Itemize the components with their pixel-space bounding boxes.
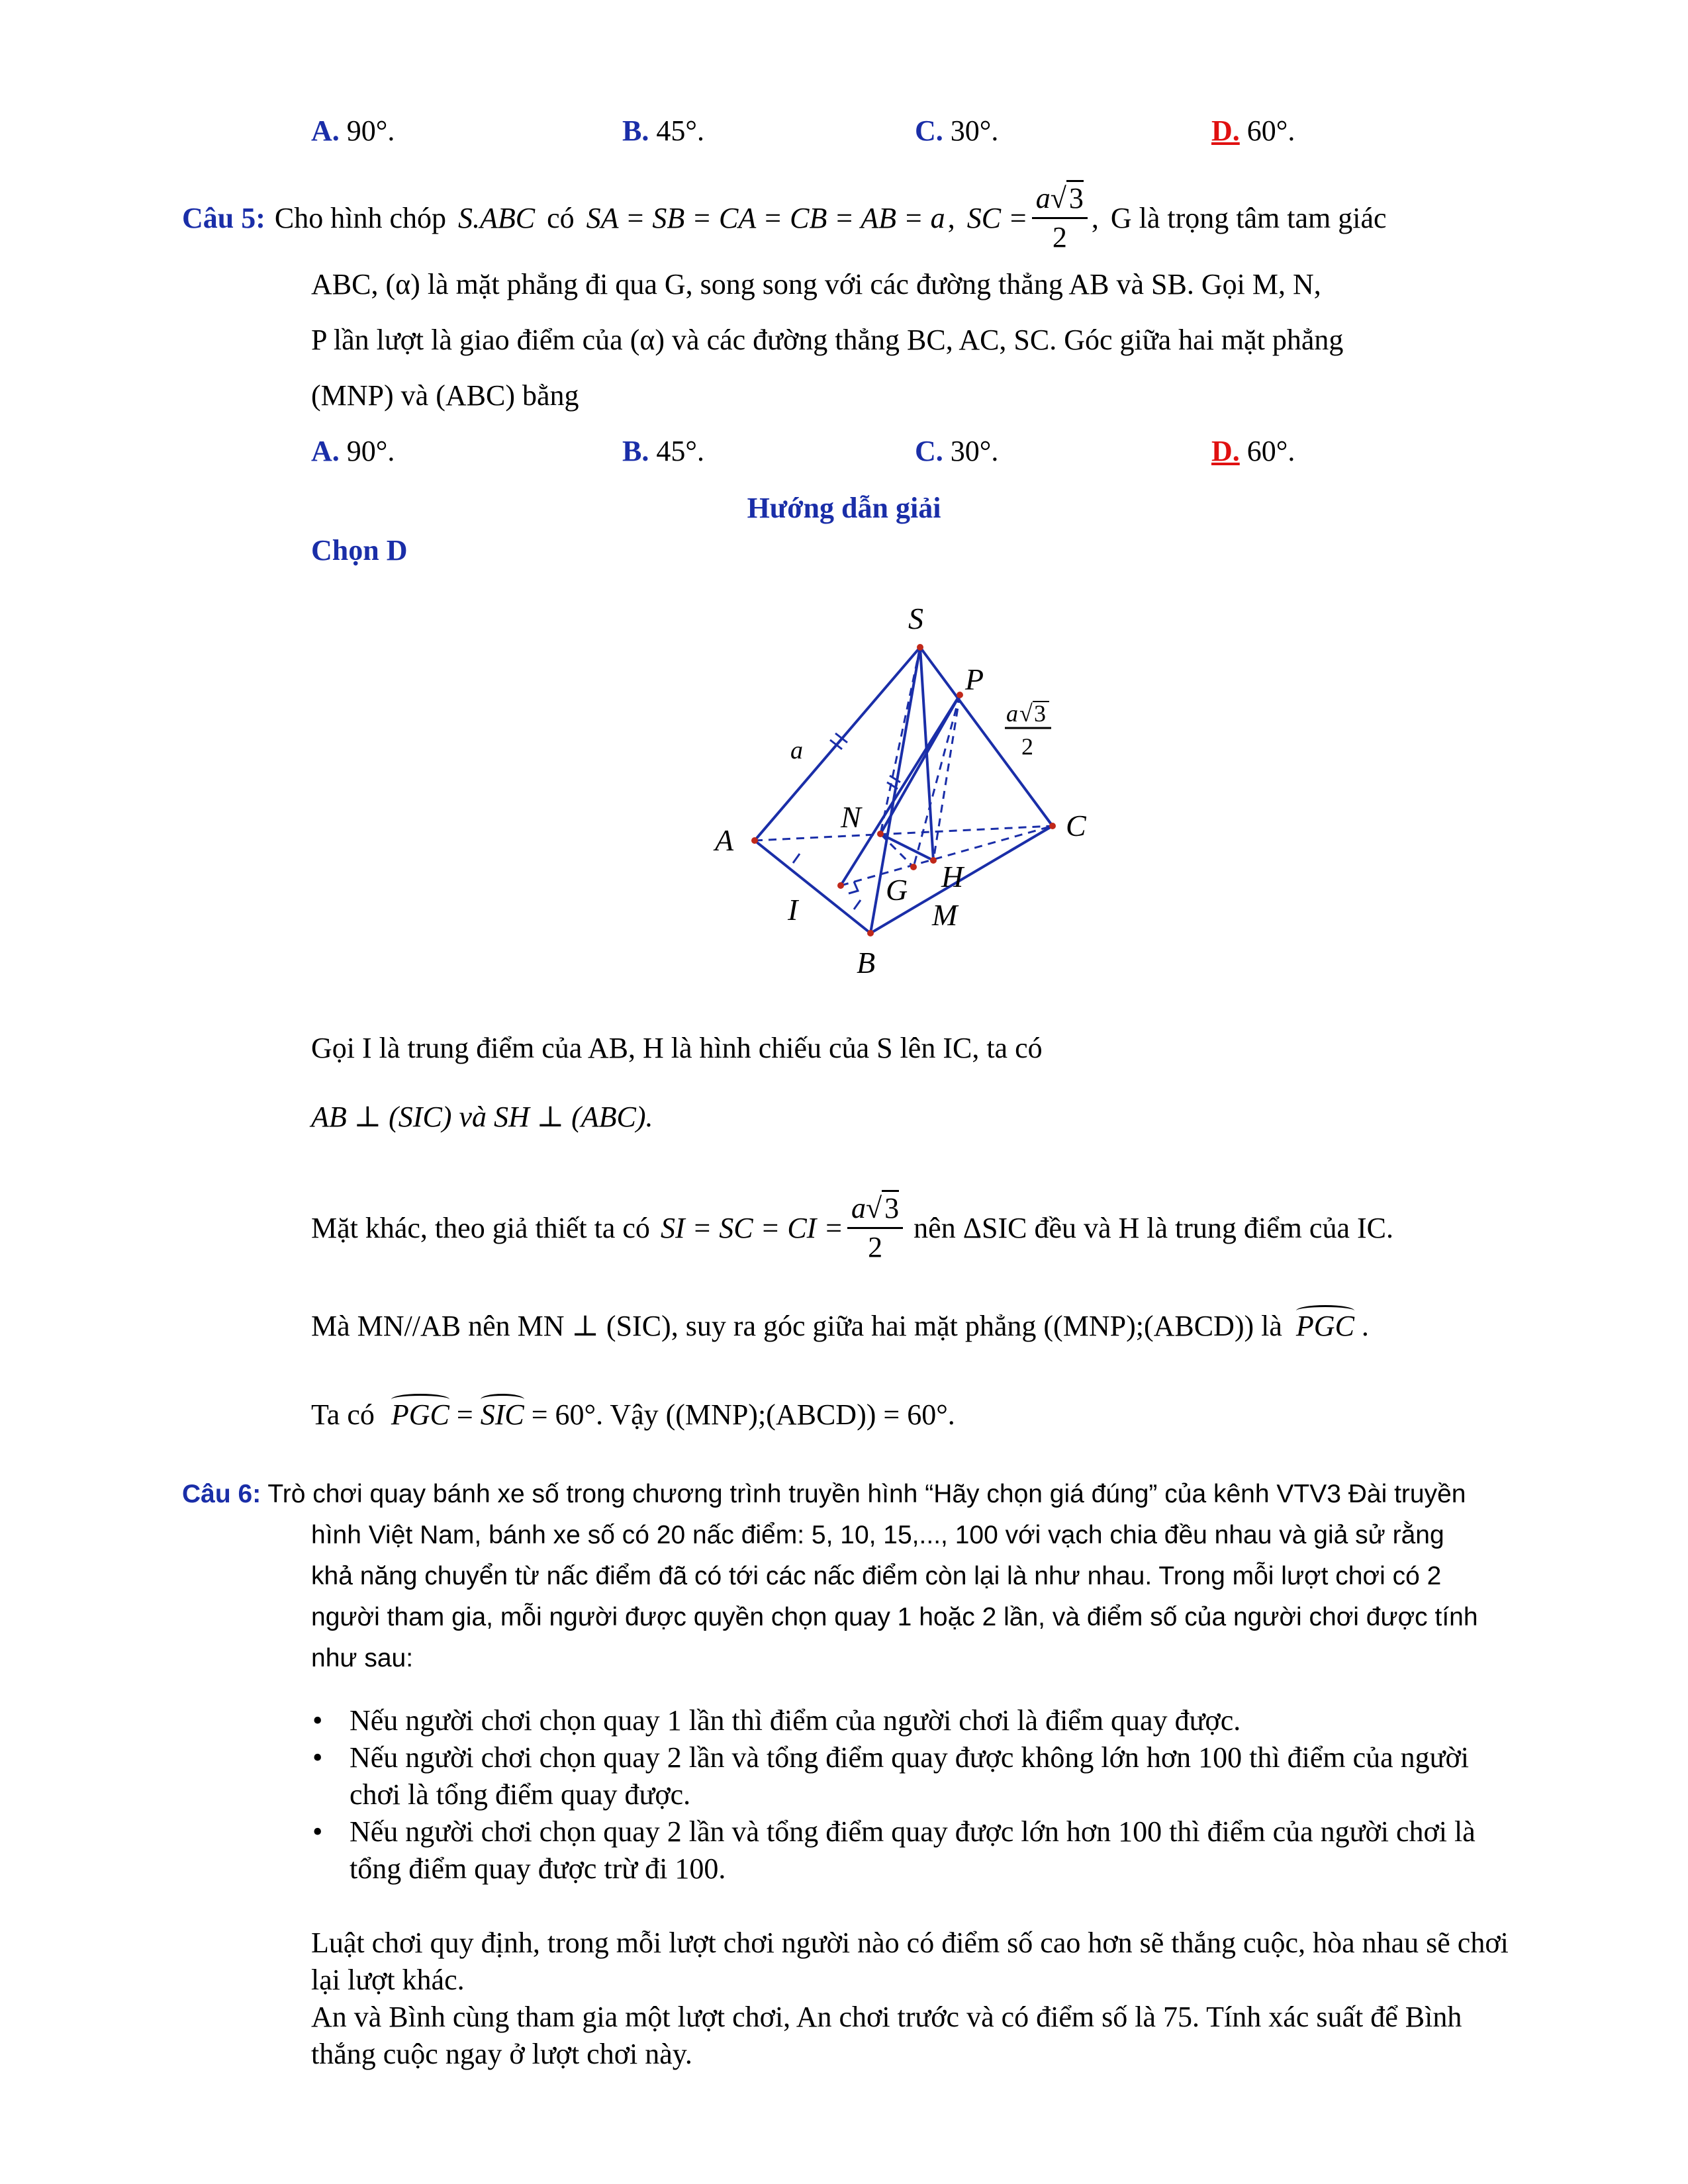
q5-line4: (MNP) và (ABC) bằng (311, 379, 579, 412)
label-edge-a: a (790, 737, 803, 764)
label-h: H (941, 860, 964, 893)
label-n: N (841, 800, 861, 834)
edge-sa (755, 647, 920, 841)
q5-option-d: D. 60°. (1211, 435, 1295, 467)
q6-bullet-2: • Nếu người chơi chọn quay 2 lần và tổng điểm quay được không lớn hơn 100 thì điểm của người chơi là tổng điểm quay được. (311, 1739, 1509, 1813)
q6-line3: khả năng chuyển từ nấc điểm đã có tới các nấc điểm còn lại là như nhau. Trong mỗi lượt chơi có 2 (311, 1562, 1442, 1590)
q5-option-b: B. 45°. (622, 435, 704, 467)
svg-text:3: 3 (1034, 700, 1046, 727)
label-c: C (1066, 809, 1086, 842)
svg-text:2: 2 (1021, 733, 1033, 760)
q4-option-c: C. 30°. (915, 114, 999, 147)
label-g: G (886, 873, 908, 907)
label-a: A (715, 823, 734, 857)
q5-line3: P lần lượt là giao điểm của (α) và các đường thẳng BC, AC, SC. Góc giữa hai mặt phẳng (311, 324, 1344, 356)
q5-line2: ABC, (α) là mặt phẳng đi qua G, song song với các đường thẳng AB và SB. Gọi M, N, (311, 268, 1321, 300)
edge-sn (880, 647, 920, 834)
label-s: S (908, 602, 923, 635)
q6-line1: Câu 6: Trò chơi quay bánh xe số trong chương trình truyền hình “Hãy chọn giá đúng” của kênh VTV3 Đài truyền (182, 1480, 1466, 1508)
label-p: P (965, 662, 984, 696)
q4-option-d: D. 60°. (1211, 114, 1295, 147)
q6-line4: người tham gia, mỗi người được quyền chọn quay 1 hoặc 2 lần, và điểm số của người chơi được tính (311, 1603, 1478, 1631)
svg-text:a: a (1006, 700, 1018, 727)
solution-line3: Mặt khác, theo giả thiết ta có SI = SC = CI = $\frac{a√3}{2}$ nên ΔSIC đều và H là trung điểm của IC. (311, 1190, 1393, 1266)
q4-option-a: A. 90°. (311, 114, 395, 147)
edge-ab (755, 841, 870, 933)
solution-heading: Hướng dẫn giải (747, 492, 941, 524)
solution-choice: Chọn D (311, 534, 408, 567)
solution-line1: Gọi I là trung điểm của AB, H là hình chiếu của S lên IC, ta có (311, 1032, 1043, 1064)
solution-fraction: $\frac{a√3}{2}$ (847, 1190, 903, 1266)
q5-fraction: $\frac{a√3}{2}$ (1032, 180, 1088, 256)
label-i: I (788, 893, 798, 927)
q6-bullet-1: • Nếu người chơi chọn quay 1 lần thì điểm của người chơi là điểm quay được. (311, 1702, 1509, 1739)
q5-label: Câu 5: (182, 202, 265, 234)
figure-fraction (1005, 700, 1051, 760)
label-m: M (932, 898, 958, 932)
label-b: B (857, 946, 876, 979)
q6-question: An và Bình cùng tham gia một lượt chơi, An chơi trước và có điểm số là 75. Tính xác suất để Bình thắng cuộc ngay ở lượt chơi này. (311, 2001, 1462, 2070)
q6-line2: hình Việt Nam, bánh xe số có 20 nấc điểm: 5, 10, 15,..., 100 với vạch chia đều nhau và giả sử rằng (311, 1521, 1444, 1549)
q5-line1: Câu 5: Cho hình chóp S.ABC có SA = SB = CA = CB = AB = a , SC = $\frac{a√3}{2}$ , G là trọng tâm tam giác (182, 180, 1387, 256)
pyramid-figure (688, 596, 1139, 993)
solution-line5: Ta có PGC = SIC = 60°. Vậy ((MNP);(ABCD)) = 60°. (311, 1398, 955, 1431)
q5-option-c: C. 30°. (915, 435, 999, 467)
edge-nm (880, 834, 933, 860)
solution-line4: Mà MN//AB nên MN ⊥ (SIC), suy ra góc giữa hai mặt phẳng ((MNP);(ABCD)) là PGC . (311, 1310, 1369, 1342)
solution-line2: AB ⊥ (SIC) và SH ⊥ (ABC). (311, 1101, 653, 1133)
q6-line5: như sau: (311, 1644, 414, 1672)
q6-bullet-3: • Nếu người chơi chọn quay 2 lần và tổng điểm quay được lớn hơn 100 thì điểm của người chơi là tổng điểm quay được trừ đi 100. (311, 1813, 1509, 1888)
q6-label: Câu 6: (182, 1480, 261, 1508)
edge-pg (914, 695, 960, 867)
q6-rule: Luật chơi quy định, trong mỗi lượt chơi người nào có điểm số cao hơn sẽ thắng cuộc, hòa nhau sẽ chơi lại lượt khác. (311, 1927, 1509, 1996)
q4-option-b: B. 45°. (622, 114, 704, 147)
q6-bullet-list (311, 1702, 1509, 1888)
svg-text:√: √ (1019, 700, 1033, 727)
q5-option-a: A. 90°. (311, 435, 395, 467)
